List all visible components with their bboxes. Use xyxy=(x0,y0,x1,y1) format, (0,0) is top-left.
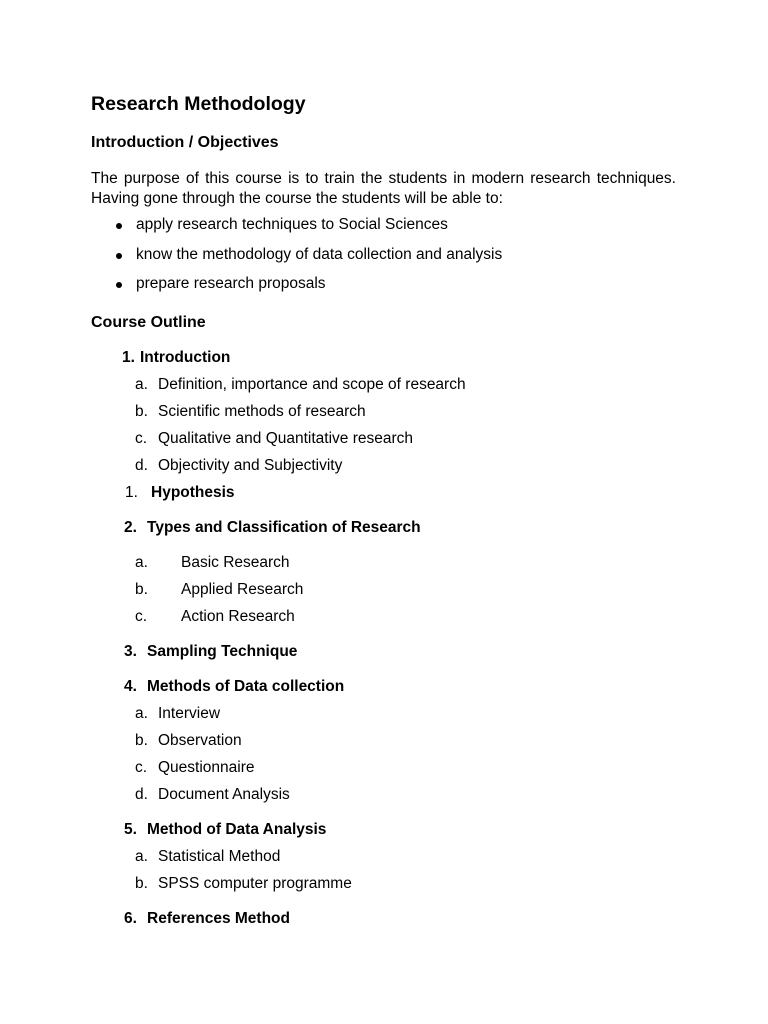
item-text: Applied Research xyxy=(181,581,304,598)
item-text: Document Analysis xyxy=(158,786,290,803)
section-title: Methods of Data collection xyxy=(147,678,345,695)
item-marker: b. xyxy=(135,581,148,598)
bullet-item: prepare research proposals xyxy=(136,275,326,292)
section-number: 2. xyxy=(124,519,137,536)
item-marker: a. xyxy=(135,554,148,571)
item-marker: d. xyxy=(135,457,148,474)
intro-paragraph: The purpose of this course is to train the students in modern research techniques. Having gone through the course the students will be able to: xyxy=(91,170,676,207)
section-number: 5. xyxy=(124,821,137,838)
item-text: SPSS computer programme xyxy=(158,875,352,892)
item-marker: b. xyxy=(135,875,148,892)
item-text: Scientific methods of research xyxy=(158,403,366,420)
item-marker: d. xyxy=(135,786,148,803)
section-number: 1. xyxy=(125,484,138,501)
item-text: Basic Research xyxy=(181,554,290,571)
section-title: Sampling Technique xyxy=(147,643,298,660)
section-title: Introduction xyxy=(140,349,231,366)
section-number: 1. xyxy=(122,349,135,366)
item-marker: a. xyxy=(135,705,148,722)
item-marker: b. xyxy=(135,732,148,749)
item-text: Action Research xyxy=(181,608,295,625)
item-marker: a. xyxy=(135,848,148,865)
intro-heading: Introduction / Objectives xyxy=(91,134,279,151)
section-title: References Method xyxy=(147,910,290,927)
section-title: Hypothesis xyxy=(151,484,235,501)
bullet-item: know the methodology of data collection and analysis xyxy=(136,246,503,263)
section-number: 4. xyxy=(124,678,137,695)
item-marker: c. xyxy=(135,608,148,625)
document-title: Research Methodology xyxy=(91,93,306,115)
item-marker: a. xyxy=(135,376,148,393)
bullet-item: apply research techniques to Social Sciences xyxy=(136,216,448,233)
item-text: Questionnaire xyxy=(158,759,255,776)
item-text: Definition, importance and scope of research xyxy=(158,376,466,393)
outline-heading: Course Outline xyxy=(91,314,206,331)
item-marker: c. xyxy=(135,759,148,776)
item-marker: c. xyxy=(135,430,148,447)
item-text: Statistical Method xyxy=(158,848,281,865)
bullet-icon xyxy=(116,253,122,259)
section-title: Method of Data Analysis xyxy=(147,821,327,838)
section-number: 3. xyxy=(124,643,137,660)
bullet-icon xyxy=(116,223,122,229)
item-text: Interview xyxy=(158,705,221,722)
item-marker: b. xyxy=(135,403,148,420)
section-title: Types and Classification of Research xyxy=(147,519,421,536)
item-text: Objectivity and Subjectivity xyxy=(158,457,343,474)
bullet-icon xyxy=(116,282,122,288)
section-number: 6. xyxy=(124,910,137,927)
item-text: Observation xyxy=(158,732,242,749)
item-text: Qualitative and Quantitative research xyxy=(158,430,414,447)
